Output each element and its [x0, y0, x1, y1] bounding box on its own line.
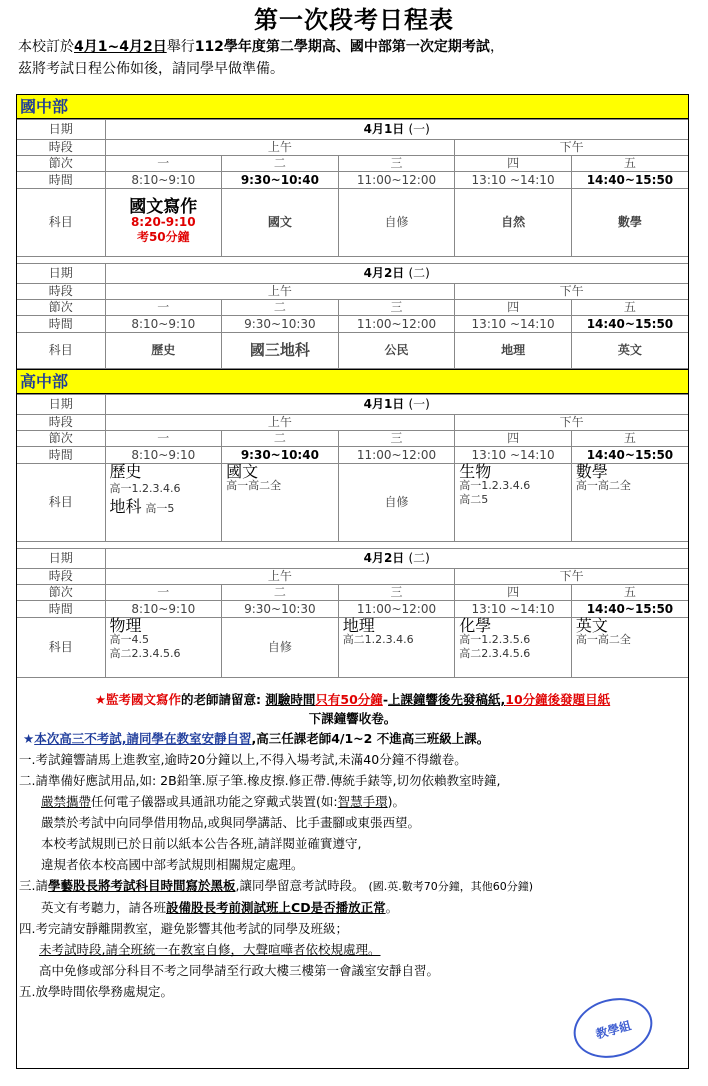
rule-2e: 違規者依本校高國中部考試規則相關規定處理。 — [41, 857, 304, 872]
label-date: 日期 — [17, 549, 105, 569]
intro-bold: 112學年度第二學期高、國中部第一次定期考試 — [194, 39, 490, 55]
rule-3: 三.請學藝股長將考試科目時間寫於黑板,讓同學留意考試時段。 (國.英.數考70分鐘，其他60分鐘) — [19, 878, 534, 893]
time-5: 14:40~15:50 — [571, 172, 688, 189]
rule-3b: 英文有考聽力，請各班設備股長考前測試班上CD是否播放正常。 — [41, 900, 399, 915]
time-2: 9:30~10:40 — [222, 447, 339, 464]
time-1: 8:10~9:10 — [105, 601, 222, 618]
intro — [0, 36, 698, 80]
time-3: 11:00~12:00 — [338, 172, 455, 189]
time-5: 14:40~15:50 — [571, 316, 688, 333]
rule-1: 一.考試鐘響請馬上進教室,逾時20分鐘以上,不得入場考試,未滿40分鐘不得繳卷。 — [19, 752, 467, 767]
senior-day2-date: 4月2日 (二) — [105, 549, 688, 569]
rule-2d: 本校考試規則已於日前以紙本公告各班,請詳閱並確實遵守, — [41, 836, 362, 851]
period-3: 三 — [338, 300, 455, 316]
time-3: 11:00~12:00 — [338, 316, 455, 333]
rule-4c: 高中免修或部分科目不考之同學請至行政大樓三樓第一會議室安靜自習。 — [39, 963, 440, 978]
senior-d2-cell-2: 自修 — [222, 618, 339, 678]
label-subject: 科目 — [17, 189, 105, 257]
pm-label: 下午 — [455, 415, 688, 431]
rule-2b: 嚴禁攜帶任何電子儀器或具通訊功能之穿戴式裝置(如:智慧手環)。 — [41, 794, 406, 809]
junior-d1-subject-2: 國文 — [222, 189, 339, 257]
label-period: 節次 — [17, 300, 105, 316]
label-session: 時段 — [17, 140, 105, 156]
senior-d2-cell-5: 英文 高一高二全 — [571, 618, 688, 678]
label-date: 日期 — [17, 264, 105, 284]
senior-day1-date: 4月1日 (一) — [105, 395, 688, 415]
rule-5: 五.放學時間依學務處規定。 — [19, 984, 173, 999]
senior-d1-cell-4: 生物 高一1.2.3.4.6 高二5 — [455, 464, 572, 542]
time-2: 9:30~10:40 — [222, 172, 339, 189]
label-time: 時間 — [17, 316, 105, 333]
senior-d1-cell-3: 自修 — [338, 464, 455, 542]
am-label: 上午 — [105, 415, 455, 431]
time-4: 13:10 ~14:10 — [455, 172, 572, 189]
time-4: 13:10 ~14:10 — [455, 447, 572, 464]
label-period: 節次 — [17, 156, 105, 172]
time-1: 8:10~9:10 — [105, 172, 222, 189]
period-3: 三 — [338, 585, 455, 601]
period-5: 五 — [571, 156, 688, 172]
period-2: 二 — [222, 431, 339, 447]
label-session: 時段 — [17, 415, 105, 431]
pm-label: 下午 — [455, 284, 688, 300]
period-1: 一 — [105, 431, 222, 447]
junior-day1-date: 4月1日 (一) — [105, 120, 688, 140]
pm-label: 下午 — [455, 140, 688, 156]
am-label: 上午 — [105, 284, 455, 300]
period-2: 二 — [222, 156, 339, 172]
junior-d2-subject-1: 歷史 — [105, 333, 222, 369]
period-2: 二 — [222, 300, 339, 316]
senior-d2-cell-1: 物理 高一4.5 高二2.3.4.5.6 — [105, 618, 222, 678]
label-date: 日期 — [17, 395, 105, 415]
schedule-frame — [16, 94, 689, 1069]
am-label: 上午 — [105, 569, 455, 585]
rule-4b: 未考試時段,請全班統一在教室自修，大聲喧嘩者依校規處理。 — [39, 942, 381, 957]
am-label: 上午 — [105, 140, 455, 156]
notes — [17, 728, 688, 1002]
page-title: 第一次段考日程表 — [254, 6, 454, 34]
junior-heading: 國中部 — [17, 95, 688, 119]
senior-d2-cell-4: 化學 高一1.2.3.5.6 高二2.3.4.5.6 — [455, 618, 572, 678]
junior-d1-subject-4: 自然 — [455, 189, 572, 257]
junior-d1-subject-3: 自修 — [338, 189, 455, 257]
time-2: 9:30~10:30 — [222, 601, 339, 618]
rule-2c: 嚴禁於考試中向同學借用物品,或與同學講話、比手畫腳或東張西望。 — [41, 815, 420, 830]
label-subject: 科目 — [17, 464, 105, 542]
senior-heading: 高中部 — [17, 369, 688, 394]
label-subject: 科目 — [17, 333, 105, 369]
period-4: 四 — [455, 156, 572, 172]
time-4: 13:10 ~14:10 — [455, 316, 572, 333]
time-5: 14:40~15:50 — [571, 601, 688, 618]
senior-d2-cell-3: 地理 高二1.2.3.4.6 — [338, 618, 455, 678]
label-period: 節次 — [17, 585, 105, 601]
time-4: 13:10 ~14:10 — [455, 601, 572, 618]
intro-p2: 舉行 — [166, 39, 195, 55]
time-2: 9:30~10:30 — [222, 316, 339, 333]
note-star1: ★監考國文寫作的老師請留意: 測驗時間只有50分鐘-上課鐘響後先發稿紙,10分鐘後發題目紙 下課鐘響收卷。 — [94, 692, 611, 726]
junior-d2-subject-5: 英文 — [571, 333, 688, 369]
period-5: 五 — [571, 431, 688, 447]
period-4: 四 — [455, 431, 572, 447]
period-3: 三 — [338, 156, 455, 172]
intro-p3: ， — [489, 39, 504, 55]
time-1: 8:10~9:10 — [105, 316, 222, 333]
label-period: 節次 — [17, 431, 105, 447]
time-3: 11:00~12:00 — [338, 601, 455, 618]
pm-label: 下午 — [455, 569, 688, 585]
label-time: 時間 — [17, 172, 105, 189]
period-3: 三 — [338, 431, 455, 447]
office-stamp: 教學組 — [567, 990, 659, 1067]
label-date: 日期 — [17, 120, 105, 140]
time-3: 11:00~12:00 — [338, 447, 455, 464]
senior-day1-table — [17, 394, 688, 678]
period-1: 一 — [105, 300, 222, 316]
senior-d1-cell-5: 數學 高一高二全 — [571, 464, 688, 542]
period-4: 四 — [455, 300, 572, 316]
label-time: 時間 — [17, 447, 105, 464]
note-star2: ★本次高三不考試,請同學在教室安靜自習,高三任課老師4/1~2 不進高三班級上課。 — [23, 731, 490, 746]
period-5: 五 — [571, 585, 688, 601]
junior-d1-subject-5: 數學 — [571, 189, 688, 257]
junior-d2-subject-3: 公民 — [338, 333, 455, 369]
rule-2: 二.請準備好應試用品,如: 2B鉛筆.原子筆.橡皮擦.修正帶.傳統手錶等,切勿依賴教室時鐘, — [19, 773, 501, 788]
senior-d1-cell-2: 國文 高一高二全 — [222, 464, 339, 542]
junior-d2-subject-4: 地理 — [455, 333, 572, 369]
period-2: 二 — [222, 585, 339, 601]
junior-d1-subject-1: 國文寫作 8:20-9:10 考50分鐘 — [105, 189, 222, 257]
label-session: 時段 — [17, 284, 105, 300]
time-1: 8:10~9:10 — [105, 447, 222, 464]
intro-p1: 本校訂於 — [18, 39, 74, 55]
period-4: 四 — [455, 585, 572, 601]
junior-d2-subject-2: 國三地科 — [222, 333, 339, 369]
period-1: 一 — [105, 156, 222, 172]
rule-4: 四.考完請安靜離開教室，避免影響其他考試的同學及班級； — [19, 921, 348, 936]
junior-day1-table — [17, 119, 688, 369]
junior-day2-date: 4月2日 (二) — [105, 264, 688, 284]
time-5: 14:40~15:50 — [571, 447, 688, 464]
label-time: 時間 — [17, 601, 105, 618]
label-subject: 科目 — [17, 618, 105, 678]
period-5: 五 — [571, 300, 688, 316]
label-session: 時段 — [17, 569, 105, 585]
senior-d1-cell-1: 歷史 高一1.2.3.4.6 地科 高一5 — [105, 464, 222, 542]
period-1: 一 — [105, 585, 222, 601]
intro-dates: 4月1~4月2日 — [74, 39, 167, 55]
intro-line2: 茲將考試日程公佈如後，請同學早做準備。 — [18, 61, 284, 77]
